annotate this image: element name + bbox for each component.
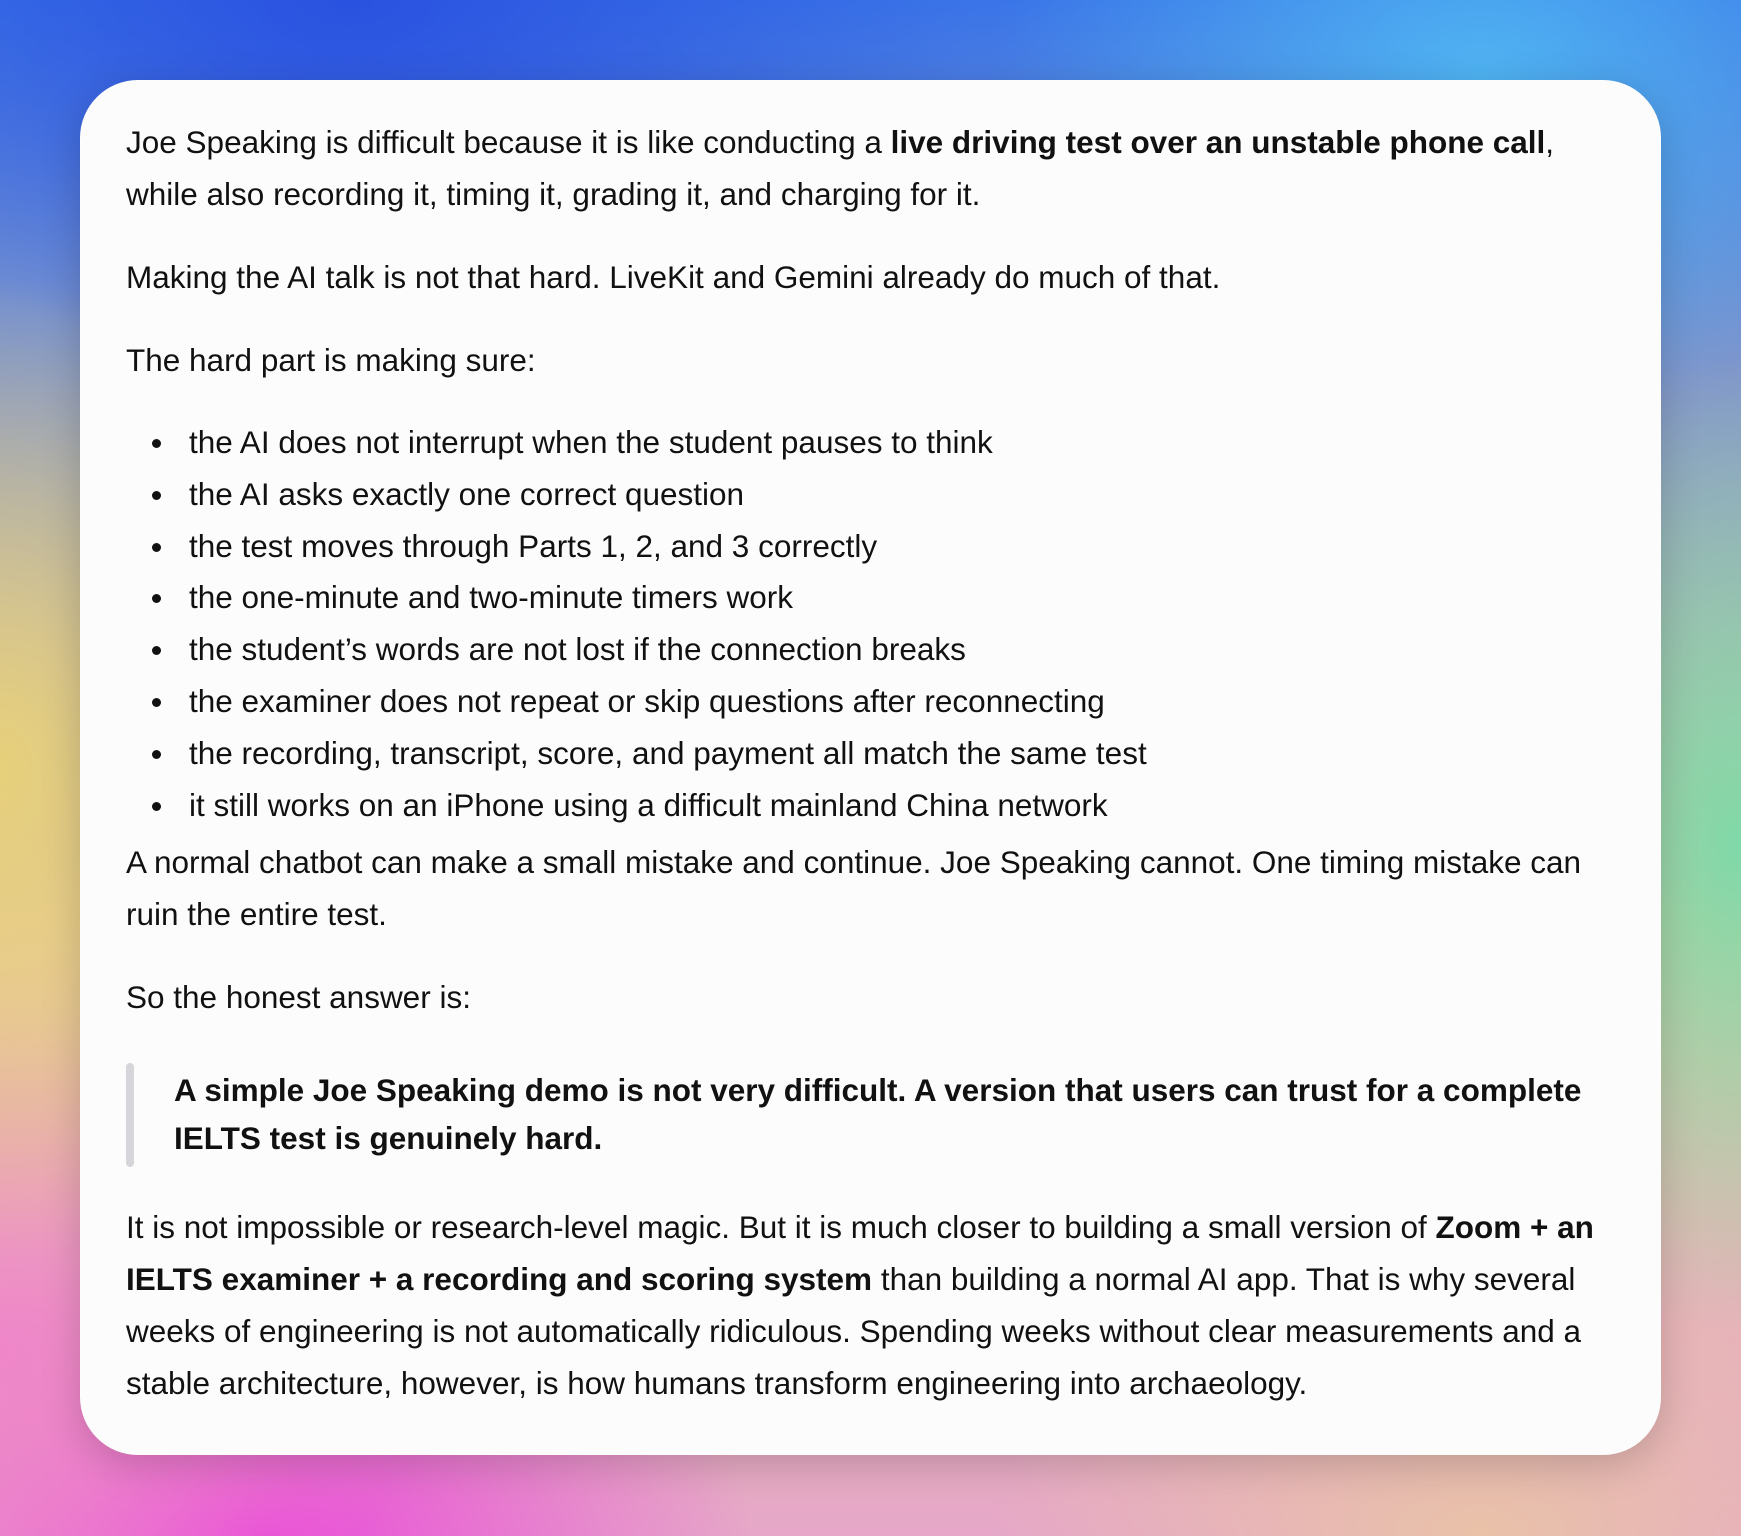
final-paragraph [126, 1201, 1626, 1409]
list-item: the recording, transcript, score, and payment all match the same test [126, 728, 1626, 780]
list-item: the one-minute and two-minute timers work [126, 572, 1626, 624]
message-content [126, 116, 1626, 1440]
final-text: It is not impossible or research-level magic. But it is much closer to building a small version of [126, 1209, 1436, 1246]
blockquote [126, 1066, 1626, 1162]
paragraph-livekit: Making the AI talk is not that hard. LiveKit and Gemini already do much of that. [126, 259, 1221, 295]
blockquote-text: A simple Joe Speaking demo is not very difficult. A version that users can trust for a complete IELTS test is genuinely hard. [174, 1072, 1582, 1157]
list-item: the examiner does not repeat or skip questions after reconnecting [126, 676, 1626, 728]
list-item: the test moves through Parts 1, 2, and 3 correctly [126, 521, 1626, 573]
list-item: the student’s words are not lost if the connection breaks [126, 624, 1626, 676]
intro-bold-text: live driving test over an unstable phone call [890, 124, 1546, 160]
intro-paragraph [126, 116, 1626, 220]
intro-text: Joe Speaking is difficult because it is like conducting a [126, 124, 891, 160]
list-item: the AI asks exactly one correct question [126, 469, 1626, 521]
paragraph-chatbot: A normal chatbot can make a small mistake and continue. Joe Speaking cannot. One timing mistake can ruin the entire test. [126, 844, 1582, 933]
chat-message-card [80, 80, 1661, 1455]
list-item: the AI does not interrupt when the student pauses to think [126, 417, 1626, 469]
intro-text-end: , while also recording it, timing it, grading it, and charging for it. [126, 124, 1555, 212]
final-bold-text: Zoom + an IELTS examiner + a recording and scoring system [126, 1209, 1594, 1298]
list-item: it still works on an iPhone using a difficult mainland China network [126, 780, 1626, 832]
final-text-end: than building a normal AI app. That is why several weeks of engineering is not automatically ridiculous. Spending weeks without clear measurements and a stable architecture, however, is how humans transform engineering into archaeology. [126, 1261, 1582, 1402]
requirements-list [126, 417, 1626, 831]
blockquote-bar [126, 1063, 134, 1167]
paragraph-honest-answer: So the honest answer is: [126, 979, 471, 1016]
paragraph-hard-part: The hard part is making sure: [126, 342, 536, 378]
